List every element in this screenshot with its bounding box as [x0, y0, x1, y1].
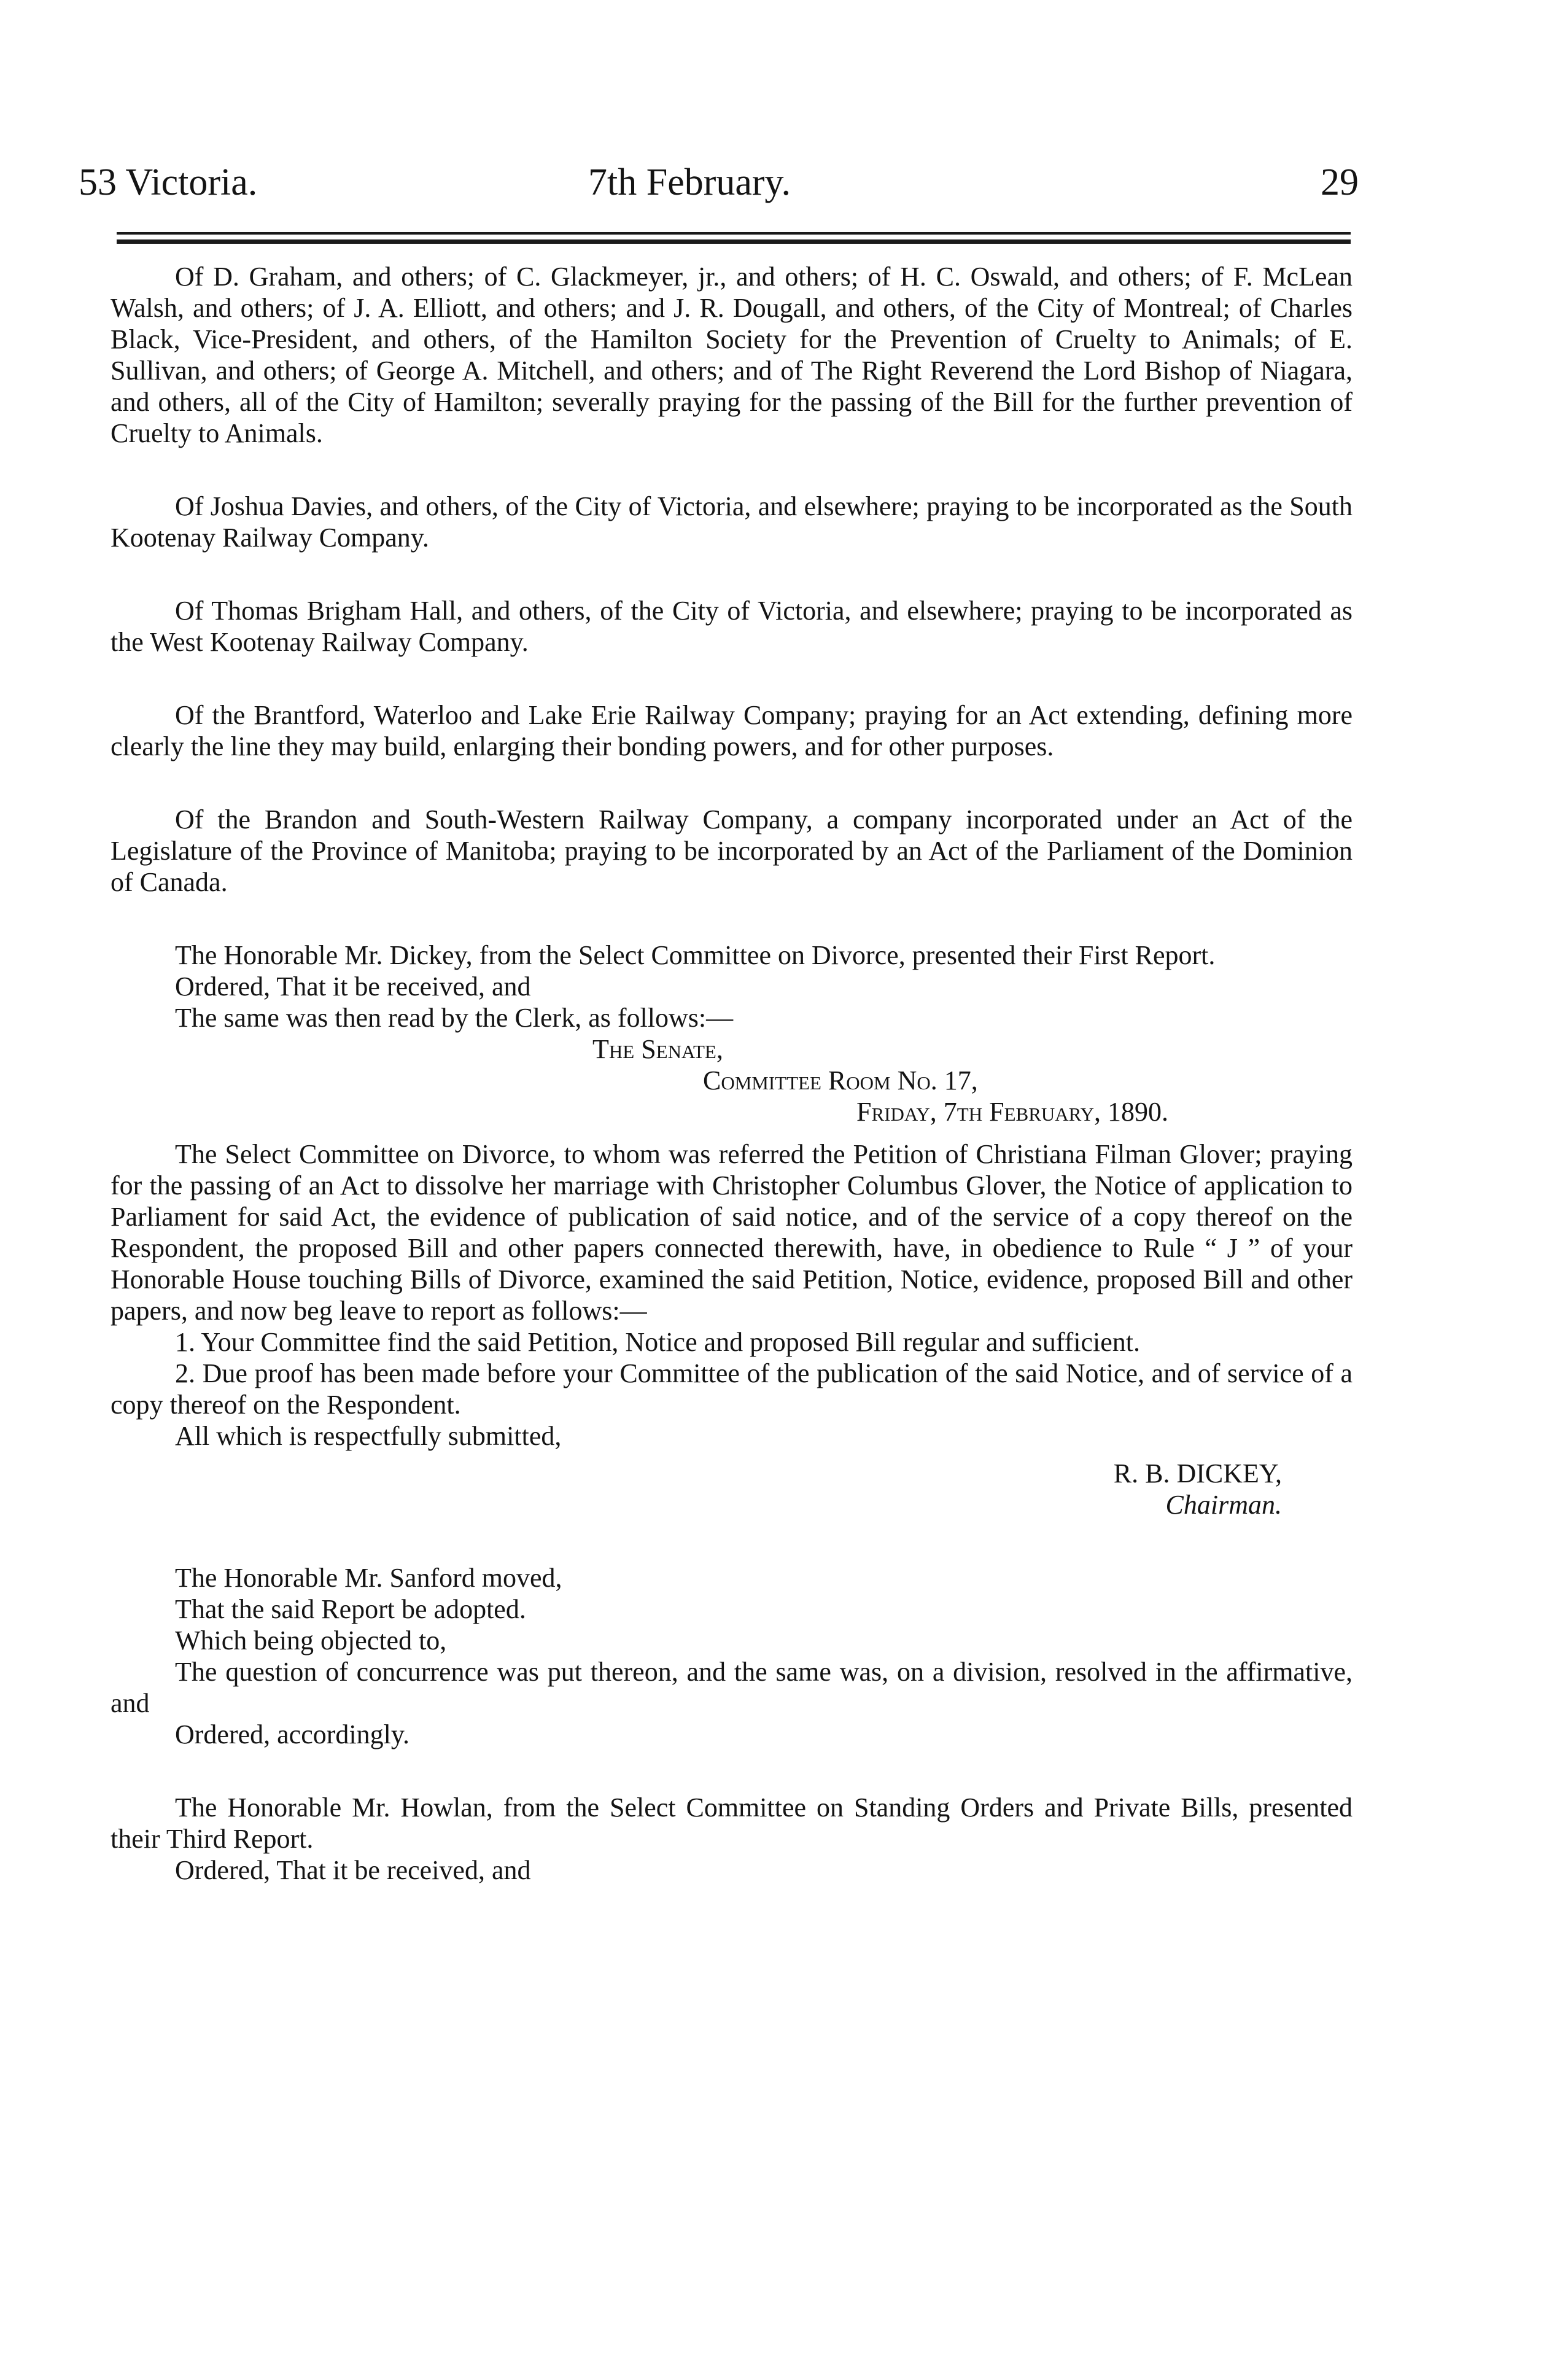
- sanford-ordered: Ordered, accordingly.: [175, 1719, 409, 1749]
- signature-name: R. B. DICKEY,: [1113, 1458, 1282, 1488]
- header-date: 7th February.: [588, 161, 791, 203]
- report-address-line1: [111, 1033, 1353, 1065]
- header-session: 53 Victoria.: [79, 161, 258, 203]
- petition-west-kootenay: Of Thomas Brigham Hall, and others, of the City of Victoria, and elsewhere; praying to be incorporated as the West Kootenay Railway Company.: [111, 596, 1353, 657]
- howlan-report-ordered: Ordered, That it be received, and: [175, 1855, 531, 1885]
- address-senate: The Senate,: [592, 1034, 723, 1064]
- page-header: [79, 154, 1359, 221]
- report-address-line3: [111, 1096, 1353, 1127]
- petition-south-kootenay: Of Joshua Davies, and others, of the City of Victoria, and elsewhere; praying to be incorporated as the South Kootenay Railway Company.: [111, 491, 1353, 553]
- address-date: Friday, 7th February, 1890.: [856, 1097, 1168, 1127]
- sanford-objected: Which being objected to,: [175, 1625, 447, 1656]
- divorce-report-ordered: Ordered, That it be received, and: [175, 971, 531, 1002]
- divorce-report-body: The Select Committee on Divorce, to whom was referred the Petition of Christiana Filman Glover; praying for the passing of an Act to dissolve her marriage with Christopher Columbus Glover, the Notice of application to Parliament for said Act, the evidence of publication of said notice, and of the service of a copy thereof on the Respondent, the proposed Bill and other papers connected therewith, have, in obedience to Rule “ J ” of your Honorable House touching Bills of Divorce, examined the said Petition, Notice, evidence, proposed Bill and other papers, and now beg leave to report as follows:—: [111, 1139, 1353, 1326]
- page-number: 29: [1321, 161, 1359, 203]
- signature-title: Chairman.: [1165, 1490, 1282, 1520]
- report-address-line2: [111, 1065, 1353, 1096]
- petition-cruelty-animals: Of D. Graham, and others; of C. Glackmeyer, jr., and others; of H. C. Oswald, and others; of F. McLean Walsh, and others; of J. A. Elliott, and others; and J. R. Dougall, and others, of the City of Montreal; of Charles Black, Vice-President, and others, of the Hamilton Society for the Prevention of Cruelty to Animals; of E. Sullivan, and others; of George A. Mitchell, and others; and of The Right Reverend the Lord Bishop of Niagara, and others, all of the City of Hamilton; severally praying for the passing of the Bill for the further prevention of Cruelty to Animals.: [111, 262, 1353, 448]
- divorce-report-item-1: 1. Your Committee find the said Petition, Notice and proposed Bill regular and sufficient.: [175, 1327, 1140, 1357]
- divorce-report-read: The same was then read by the Clerk, as follows:—: [175, 1003, 734, 1033]
- header-rule-thick: [117, 239, 1351, 244]
- divorce-report-item-2: 2. Due proof has been made before your Committee of the publication of the said Notice, and of service of a copy thereof on the Respondent.: [111, 1358, 1353, 1420]
- sanford-question: The question of concurrence was put thereon, and the same was, on a division, resolved in the affirmative, and: [111, 1657, 1353, 1718]
- divorce-report-closing: All which is respectfully submitted,: [175, 1421, 562, 1451]
- address-committee-room: Committee Room No. 17,: [703, 1065, 978, 1095]
- howlan-report-intro: The Honorable Mr. Howlan, from the Select Committee on Standing Orders and Private Bills, presented their Third Report.: [111, 1792, 1353, 1854]
- header-rule-thin: [117, 232, 1351, 235]
- petition-brandon-railway: Of the Brandon and South-Western Railway Company, a company incorporated under an Act of the Legislature of the Province of Manitoba; praying to be incorporated by an Act of the Parliament of the Dominion of Canada.: [111, 804, 1353, 897]
- petition-brantford-railway: Of the Brantford, Waterloo and Lake Erie Railway Company; praying for an Act extending, defining more clearly the line they may build, enlarging their bonding powers, and for other purposes.: [111, 700, 1353, 761]
- sanford-moved: The Honorable Mr. Sanford moved,: [175, 1563, 562, 1593]
- page-body: [111, 261, 1353, 1886]
- sanford-adopt: That the said Report be adopted.: [175, 1594, 526, 1624]
- divorce-report-intro: The Honorable Mr. Dickey, from the Select Committee on Divorce, presented their First Report.: [175, 940, 1216, 970]
